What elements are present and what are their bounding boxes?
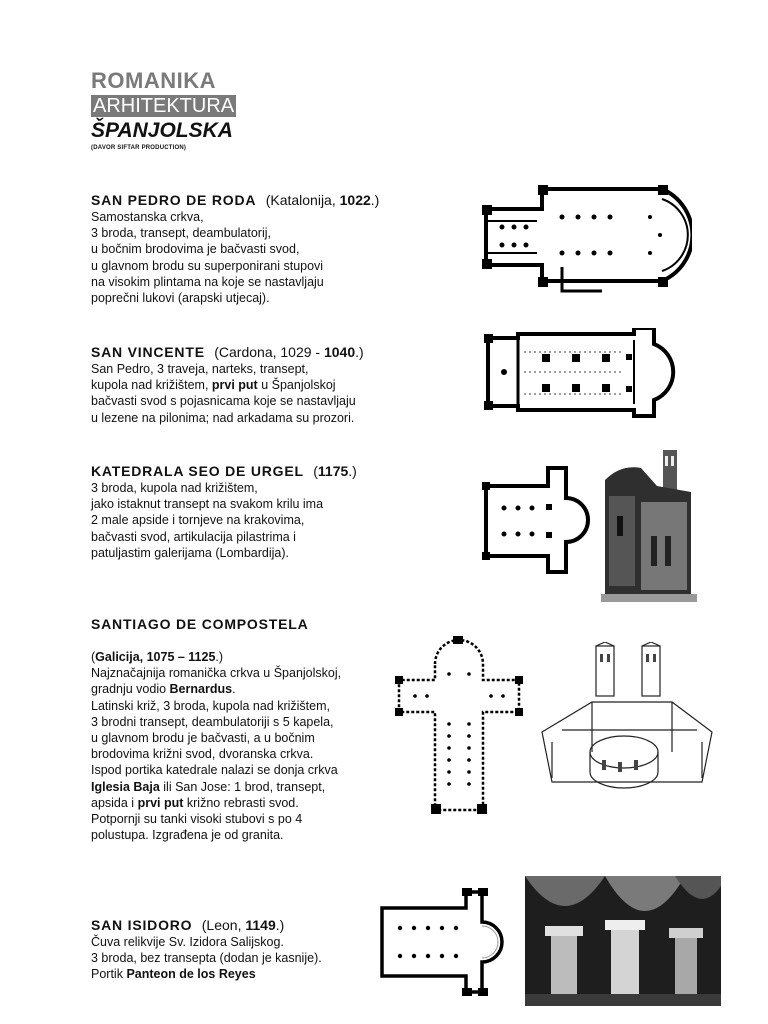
section-san-isidoro (91, 916, 322, 983)
body-line: Čuva relikvije Sv. Izidora Salijskog. (91, 935, 284, 949)
body-line: 3 broda, kupola nad križištem, (91, 481, 258, 495)
seo-de-urgel-photo (601, 446, 697, 602)
body-line: 3 broda, bez transepta (dodan je kasnije). (91, 951, 322, 966)
section-title: SAN ISIDORO (Leon, 1149.) (91, 917, 285, 933)
section-title: SANTIAGO DE COMPOSTELA (91, 616, 309, 632)
body-line: kupola nad križištem, prvi put u Španjolskoj (91, 378, 336, 393)
santiago-cathedral-drawing (532, 642, 718, 792)
body-line: bačvasti svod, artikulacija pilastrima i (91, 529, 296, 544)
section-title: KATEDRALA SEO DE URGEL (1175.) (91, 463, 357, 479)
section-body (91, 649, 341, 843)
body-line: brodovima križni svod, dvoranska crkva. (91, 747, 314, 762)
body-line: 3 brodni transept, deambulatoriji s 5 kapela, (91, 714, 334, 729)
header-credit: (DAVOR SIFTAR PRODUCTION) (91, 145, 187, 151)
santiago-floor-plan (395, 634, 523, 814)
body-line: polustupa. Izgrađena je od granita. (91, 828, 284, 843)
section-san-vincente (91, 343, 364, 426)
body-line: u glavnom brodu su superponirani stupovi (91, 258, 324, 273)
body-line: apsida i prvi put križno rebrasti svod. (91, 795, 299, 810)
section-santiago-de-compostela (91, 615, 341, 843)
san-isidoro-floor-plan (378, 886, 510, 998)
body-line: u bočnim brodovima je bačvasti svod, (91, 242, 300, 257)
body-line: Samostanska crkva, (91, 210, 204, 224)
section-body (91, 209, 379, 306)
section-body (91, 934, 322, 983)
san-pedro-floor-plan (482, 183, 692, 293)
section-body (91, 480, 357, 561)
body-line: patuljastim galerijama (Lombardija). (91, 545, 289, 560)
body-line: Ispod portika katedrale nalazi se donja crkva (91, 763, 338, 778)
body-line: u lezene na pilonima; nad arkadama su prozori. (91, 410, 355, 425)
body-line: gradnju vodio Bernardus. (91, 682, 236, 697)
body-line: jako istaknut transept na svakom krilu ima (91, 497, 324, 512)
body-line: Latinski križ, 3 broda, kupola nad križištem, (91, 698, 330, 713)
body-line: u glavnom brodu je bačvasti, a u bočnim (91, 731, 315, 746)
section-body (91, 361, 364, 426)
san-vincente-floor-plan (484, 328, 696, 418)
body-line: poprečni lukovi (arapski utjecaj). (91, 291, 270, 306)
panteon-de-los-reyes-photo (525, 876, 721, 1006)
body-line: 3 broda, transept, deambulatorij, (91, 226, 271, 241)
header-subtitle: ARHITEKTURA (93, 95, 235, 117)
section-title: SAN PEDRO DE RODA (Katalonija, 1022.) (91, 192, 380, 208)
section-date: (Galicija, 1075 – 1125.) (91, 650, 224, 664)
body-line: San Pedro, 3 traveja, narteks, transept, (91, 362, 309, 376)
section-san-pedro-de-roda (91, 191, 379, 306)
seo-de-urgel-floor-plan (482, 464, 594, 576)
body-line: Portik Panteon de los Reyes (91, 967, 256, 982)
section-katedrala-seo-de-urgel (91, 462, 357, 561)
body-line: Potpornji su tanki visoki stubovi s po 4 (91, 812, 303, 827)
header-title: ROMANIKA (91, 68, 216, 93)
body-line: Iglesia Baja ili San Jose: 1 brod, transept, (91, 779, 326, 794)
section-title: SAN VINCENTE (Cardona, 1029 - 1040.) (91, 344, 364, 360)
document-header (91, 68, 236, 151)
body-line: bačvasti svod s pojasnicama koje se nastavljaju (91, 394, 356, 409)
body-line: Najznačajnija romanička crkva u Španjolskoj, (91, 666, 342, 681)
body-line: 2 male apside i tornjeve na krakovima, (91, 513, 305, 528)
header-country: ŠPANJOLSKA (91, 119, 233, 142)
body-line: na visokim plintama na koje se nastavljaju (91, 274, 324, 289)
